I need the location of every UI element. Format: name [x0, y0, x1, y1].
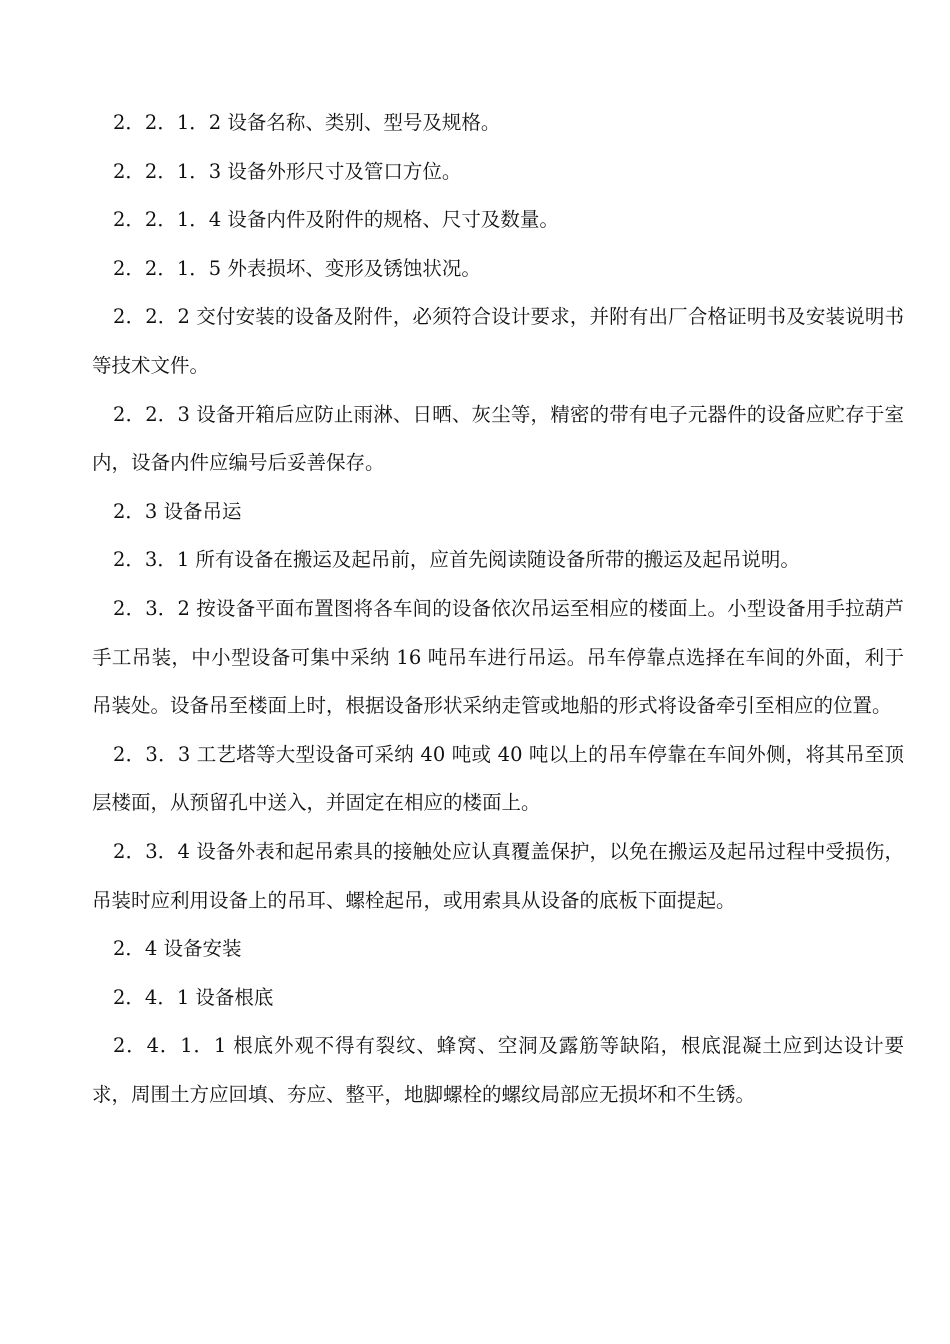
paragraph-2-3-4: 2．3．4 设备外表和起吊索具的接触处应认真覆盖保护，以免在搬运及起吊过程中受损伤，吊装时应利用设备上的吊耳、螺栓起吊，或用索具从设备的底板下面提起。: [92, 839, 904, 912]
paragraph-2-2-1-5: 2．2．1．5 外表损坏、变形及锈蚀状况。: [113, 256, 481, 280]
heading-2-4: 2．4 设备安装: [113, 937, 242, 961]
paragraph-2-2-1-3: 2．2．1．3 设备外形尺寸及管口方位。: [113, 159, 462, 183]
paragraph-2-3-1: 2．3．1 所有设备在搬运及起吊前，应首先阅读随设备所带的搬运及起吊说明。: [113, 548, 800, 572]
paragraph-2-3-2: 2．3．2 按设备平面布置图将各车间的设备依次吊运至相应的楼面上。小型设备用手拉葫芦手工吊装，中小型设备可集中采纳 16 吨吊车进行吊运。吊车停靠点选择在车间的外面，利于吊装处。设备吊至楼面上时，根据设备形状采纳走管或地船的形式将设备牵引至相应的位置。: [92, 596, 904, 718]
document-body: [92, 99, 904, 1119]
paragraph-2-2-1-2: 2．2．1．2 设备名称、类别、型号及规格。: [113, 111, 501, 134]
paragraph-2-2-1-4: 2．2．1．4 设备内件及附件的规格、尺寸及数量。: [113, 208, 559, 232]
paragraph-2-2-2: 2．2．2 交付安装的设备及附件，必须符合设计要求，并附有出厂合格证明书及安装说明书等技术文件。: [92, 305, 904, 377]
heading-2-3: 2．3 设备吊运: [113, 499, 242, 523]
paragraph-2-4-1-1: 2．4．1．1 根底外观不得有裂纹、蜂窝、空洞及露筋等缺陷，根底混凝土应到达设计要求，周围土方应回填、夯应、整平，地脚螺栓的螺纹局部应无损坏和不生锈。: [92, 1034, 904, 1106]
paragraph-2-2-3: 2．2．3 设备开箱后应防止雨淋、日晒、灰尘等，精密的带有电子元器件的设备应贮存于室内，设备内件应编号后妥善保存。: [92, 402, 904, 475]
heading-2-4-1: 2．4．1 设备根底: [113, 985, 274, 1009]
paragraph-2-3-3: 2．3．3 工艺塔等大型设备可采纳 40 吨或 40 吨以上的吊车停靠在车间外侧，将其吊至顶层楼面，从预留孔中送入，并固定在相应的楼面上。: [92, 742, 904, 815]
